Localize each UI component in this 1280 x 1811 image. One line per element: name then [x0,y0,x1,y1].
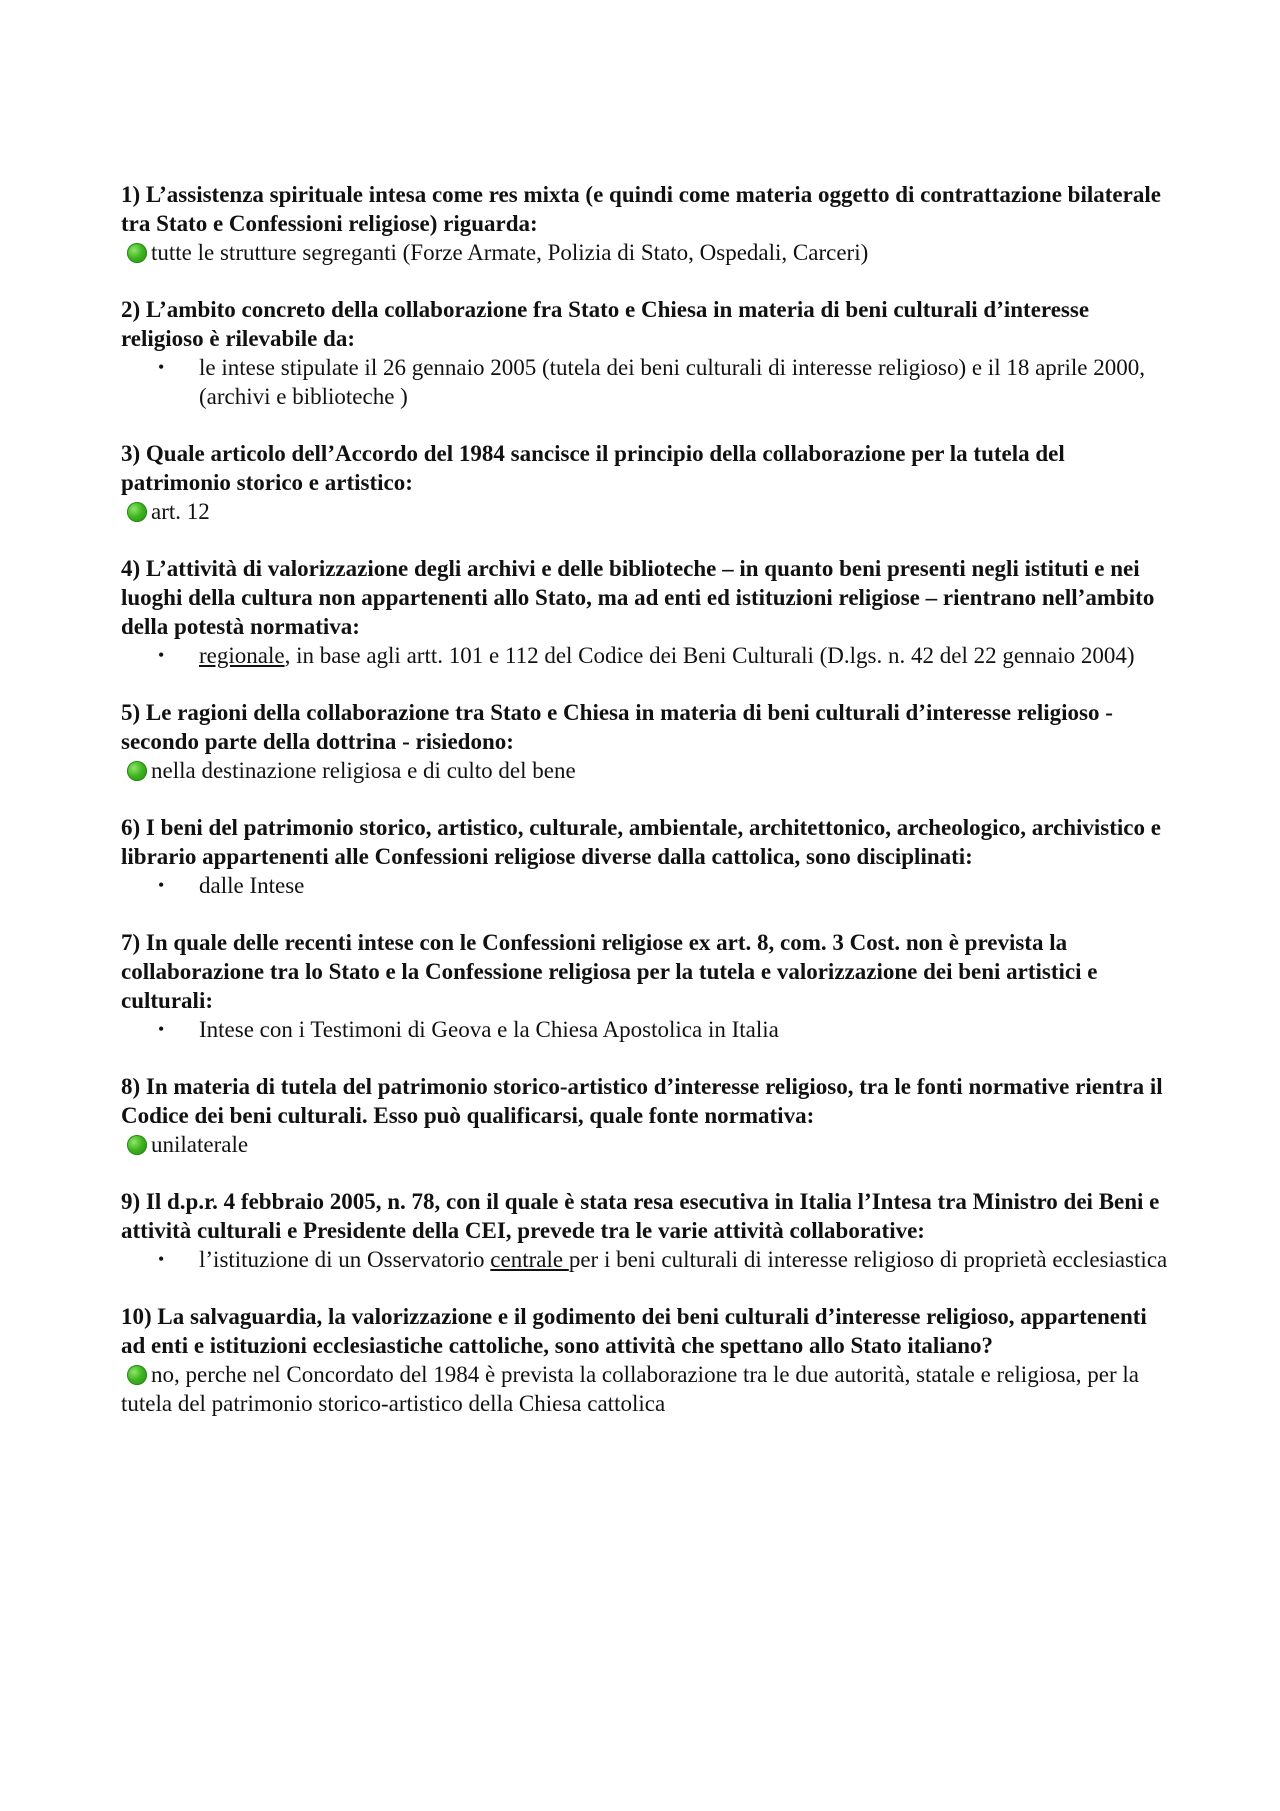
answer-underlined-text: centrale [490,1247,569,1272]
answer-underlined-text: regionale [199,643,285,668]
green-dot-icon [127,1135,147,1155]
answer-text: per i beni culturali di interesse religioso di proprietà ecclesiastica [568,1247,1168,1272]
answer [121,1360,1171,1418]
document-page [121,180,1171,1446]
answer [121,871,1171,900]
answer [121,353,1171,411]
answer [121,1015,1171,1044]
question-block-6 [121,813,1171,900]
bullet-icon: • [158,357,165,377]
question-text: 7) In quale delle recenti intese con le Confessioni religiose ex art. 8, com. 3 Cost. non è prevista la collaborazione tra lo Stato e la Confessione religiosa per la tutela e valorizzazione dei beni artistici e culturali: [121,930,1098,1013]
question-text: 3) Quale articolo dell’Accordo del 1984 sancisce il principio della collaborazione per la tutela del patrimonio storico e artistico: [121,441,1065,495]
question-block-4 [121,554,1171,670]
answer-text: no, perche nel Concordato del 1984 è prevista la collaborazione tra le due autorità, statale e religiosa, per la tutela del patrimonio storico-artistico della Chiesa cattolica [121,1362,1139,1416]
question-text: 2) L’ambito concreto della collaborazione fra Stato e Chiesa in materia di beni culturali d’interesse religioso è rilevabile da: [121,297,1090,351]
question-block-9 [121,1187,1171,1274]
answer-text: nella destinazione religiosa e di culto del bene [151,758,576,783]
answer-text: tutte le strutture segreganti (Forze Armate, Polizia di Stato, Ospedali, Carceri) [151,240,869,265]
green-dot-icon [127,502,147,522]
answer [121,1130,1171,1159]
answer [121,238,1171,267]
bullet-icon: • [158,645,165,665]
answer-text: l’istituzione di un Osservatorio [199,1247,491,1272]
answer [121,497,1171,526]
answer [121,641,1171,670]
question-text: 6) I beni del patrimonio storico, artistico, culturale, ambientale, architettonico, archeologico, archivistico e librario appartenenti alle Confessioni religiose diverse dalla cattolica, sono disciplinati: [121,815,1161,869]
answer-text: dalle Intese [199,873,305,898]
answer-text: Intese con i Testimoni di Geova e la Chiesa Apostolica in Italia [199,1017,779,1042]
question-block-8 [121,1072,1171,1159]
question-block-10 [121,1302,1171,1418]
question-text: 1) L’assistenza spirituale intesa come res mixta (e quindi come materia oggetto di contrattazione bilaterale tra Stato e Confessioni religiose) riguarda: [121,182,1161,236]
bullet-icon: • [158,875,165,895]
question-text: 9) Il d.p.r. 4 febbraio 2005, n. 78, con il quale è stata resa esecutiva in Italia l’Intesa tra Ministro dei Beni e attività culturali e Presidente della CEI, prevede tra le varie attività collaborative: [121,1189,1160,1243]
bullet-icon: • [158,1019,165,1039]
question-block-2 [121,295,1171,411]
green-dot-icon [127,243,147,263]
question-block-5 [121,698,1171,785]
green-dot-icon [127,1365,147,1385]
answer-text: , in base agli artt. 101 e 112 del Codice dei Beni Culturali (D.lgs. n. 42 del 22 gennaio 2004) [284,643,1135,668]
question-block-3 [121,439,1171,526]
answer-text: unilaterale [151,1132,249,1157]
answer [121,1245,1171,1274]
question-text: 5) Le ragioni della collaborazione tra Stato e Chiesa in materia di beni culturali d’interesse religioso - secondo parte della dottrina - risiedono: [121,700,1113,754]
answer [121,756,1171,785]
green-dot-icon [127,761,147,781]
question-text: 4) L’attività di valorizzazione degli archivi e delle biblioteche – in quanto beni presenti negli istituti e nei luoghi della cultura non appartenenti allo Stato, ma ad enti ed istituzioni religiose – rientrano nell’ambito della potestà normativa: [121,556,1155,639]
question-block-1 [121,180,1171,267]
answer-text: art. 12 [151,499,210,524]
question-text: 10) La salvaguardia, la valorizzazione e il godimento dei beni culturali d’interesse religioso, appartenenti ad enti e istituzioni ecclesiastiche cattoliche, sono attività che spettano allo Stato italiano? [121,1304,1147,1358]
bullet-icon: • [158,1249,165,1269]
question-block-7 [121,928,1171,1044]
answer-text: le intese stipulate il 26 gennaio 2005 (tutela dei beni culturali di interesse religioso) e il 18 aprile 2000, (archivi e biblioteche ) [199,355,1145,409]
question-text: 8) In materia di tutela del patrimonio storico-artistico d’interesse religioso, tra le fonti normative rientra il Codice dei beni culturali. Esso può qualificarsi, quale fonte normativa: [121,1074,1163,1128]
